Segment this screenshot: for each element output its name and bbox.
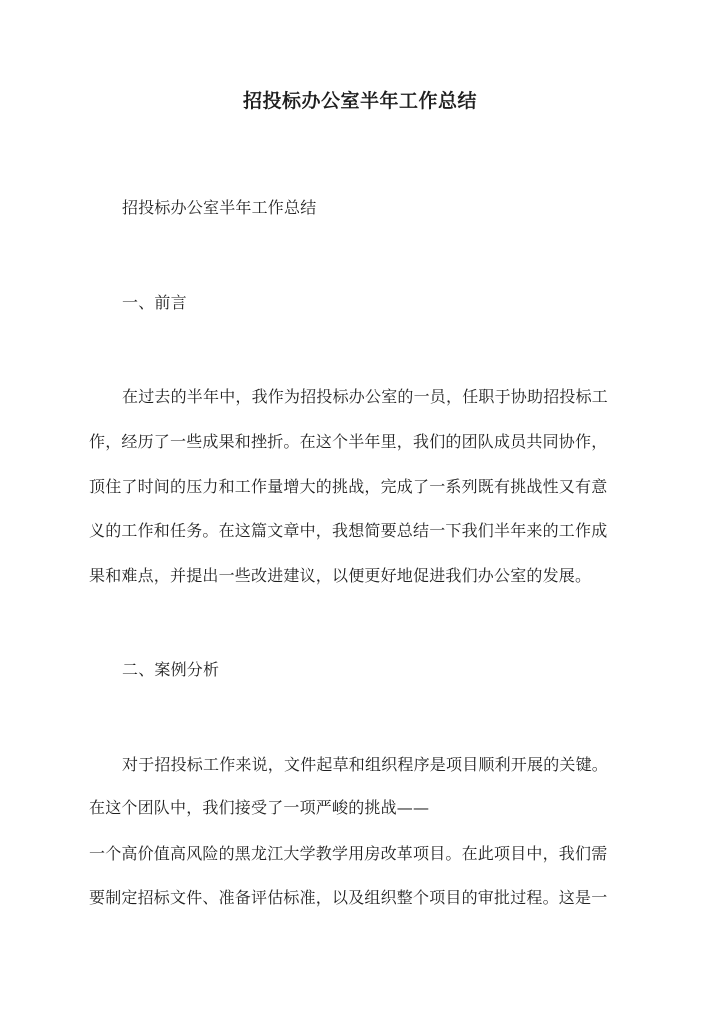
paragraph-line: 要制定招标文件、准备评估标准，以及组织整个项目的审批过程。这是一 [89,888,608,907]
paragraph-line: 在过去的半年中，我作为招投标办公室的一员，任职于协助招投标工 [122,387,609,406]
paragraph-line: 作，经历了一些成果和挫折。在这个半年里，我们的团队成员共同协作， [89,432,608,451]
document-subtitle: 招投标办公室半年工作总结 [122,198,317,217]
section-heading-case-analysis: 二、案例分析 [122,660,220,679]
paragraph-line: 果和难点，并提出一些改进建议，以便更好地促进我们办公室的发展。 [89,566,592,585]
paragraph-line: 对于招投标工作来说，文件起草和组织程序是项目顺利开展的关键。 [122,755,609,774]
paragraph-line: 顶住了时间的压力和工作量增大的挑战，完成了一系列既有挑战性又有意 [89,477,608,496]
paragraph-line: 在这个团队中，我们接受了一项严峻的挑战—— [89,798,430,817]
paragraph-line: 一个高价值高风险的黑龙江大学教学用房改革项目。在此项目中，我们需 [89,844,608,863]
paragraph-line: 义的工作和任务。在这篇文章中，我想简要总结一下我们半年来的工作成 [89,521,608,540]
document-title: 招投标办公室半年工作总结 [242,90,477,112]
section-heading-preface: 一、前言 [122,293,187,312]
